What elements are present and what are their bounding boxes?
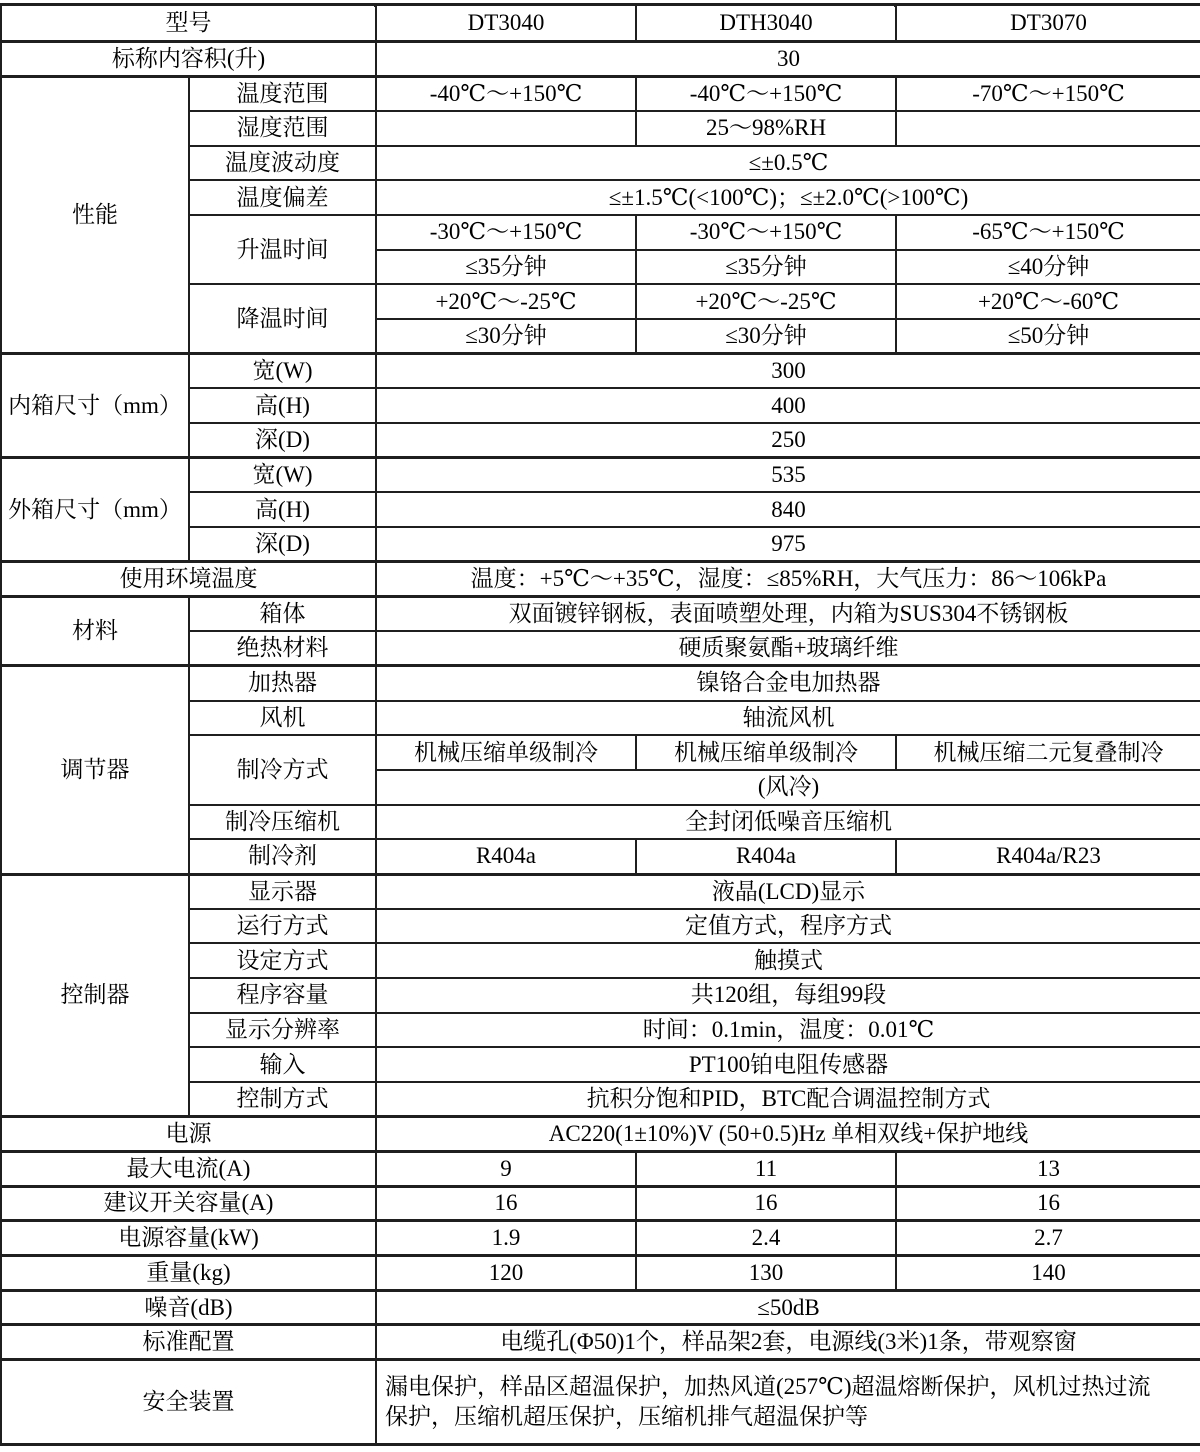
model-name-3: DT3070 <box>896 5 1200 42</box>
heatup-duration-2: ≤35分钟 <box>636 250 896 285</box>
temp-fluctuation-value: ≤±0.5℃ <box>376 146 1200 181</box>
material-body-value: 双面镀锌钢板，表面喷塑处理，内箱为SUS304不锈钢板 <box>376 597 1200 632</box>
heatup-range-1: -30℃～+150℃ <box>376 215 636 250</box>
refrigerant-1: R404a <box>376 839 636 874</box>
humidity-range-3 <box>896 111 1200 146</box>
row-power-capacity <box>1 1221 1200 1256</box>
control-mode-label: 控制方式 <box>189 1082 376 1117</box>
controller-section-label: 控制器 <box>1 874 189 1117</box>
noise-label: 噪音(dB) <box>1 1290 376 1325</box>
fan-value: 轴流风机 <box>376 701 1200 736</box>
model-row-label: 型号 <box>1 5 376 42</box>
material-insulation-value: 硬质聚氨酯+玻璃纤维 <box>376 631 1200 666</box>
model-name-1: DT3040 <box>376 5 636 42</box>
heatup-range-3: -65℃～+150℃ <box>896 215 1200 250</box>
heatup-time-label: 升温时间 <box>189 215 376 284</box>
inner-height-label: 高(H) <box>189 388 376 423</box>
cooldown-duration-3: ≤50分钟 <box>896 319 1200 354</box>
outer-depth-value: 975 <box>376 527 1200 562</box>
inner-depth-value: 250 <box>376 423 1200 458</box>
standard-config-value: 电缆孔(Φ50)1个，样品架2套，电源线(3米)1条，带观察窗 <box>376 1325 1200 1360</box>
outer-depth-label: 深(D) <box>189 527 376 562</box>
power-value: AC220(1±10%)V (50+0.5)Hz 单相双线+保护地线 <box>376 1117 1200 1152</box>
display-value: 液晶(LCD)显示 <box>376 874 1200 909</box>
temp-deviation-label: 温度偏差 <box>189 180 376 215</box>
cooling-method-3: 机械压缩二元复叠制冷 <box>896 735 1200 770</box>
inner-depth-label: 深(D) <box>189 423 376 458</box>
ambient-value: 温度：+5℃～+35℃，湿度：≤85%RH，大气压力：86～106kPa <box>376 562 1200 597</box>
spec-table <box>0 3 1200 1446</box>
safety-value: 漏电保护，样品区超温保护，加热风道(257℃)超温熔断保护，风机过热过流保护，压缩机超压保护，压缩机排气超温保护等 <box>376 1360 1200 1445</box>
weight-1: 120 <box>376 1256 636 1291</box>
cooldown-duration-1: ≤30分钟 <box>376 319 636 354</box>
power-capacity-1: 1.9 <box>376 1221 636 1256</box>
capacity-label: 标称内容积(升) <box>1 42 376 77</box>
breaker-1: 16 <box>376 1186 636 1221</box>
outer-size-section-label: 外箱尺寸（mm） <box>1 458 189 562</box>
display-label: 显示器 <box>189 874 376 909</box>
fan-label: 风机 <box>189 701 376 736</box>
material-section-label: 材料 <box>1 597 189 666</box>
temp-range-1: -40℃～+150℃ <box>376 76 636 111</box>
compressor-value: 全封闭低噪音压缩机 <box>376 805 1200 840</box>
input-value: PT100铂电阻传感器 <box>376 1047 1200 1082</box>
program-capacity-label: 程序容量 <box>189 978 376 1013</box>
regulator-section-label: 调节器 <box>1 666 189 874</box>
refrigerant-label: 制冷剂 <box>189 839 376 874</box>
row-ambient <box>1 562 1200 597</box>
display-resolution-value: 时间：0.1min，温度：0.01℃ <box>376 1013 1200 1048</box>
model-name-2: DTH3040 <box>636 5 896 42</box>
outer-width-value: 535 <box>376 458 1200 493</box>
compressor-label: 制冷压缩机 <box>189 805 376 840</box>
ambient-label: 使用环境温度 <box>1 562 376 597</box>
inner-width-value: 300 <box>376 354 1200 389</box>
humidity-range-2: 25～98%RH <box>636 111 896 146</box>
breaker-2: 16 <box>636 1186 896 1221</box>
cooldown-range-1: +20℃～-25℃ <box>376 284 636 319</box>
cooling-method-label: 制冷方式 <box>189 735 376 804</box>
weight-2: 130 <box>636 1256 896 1291</box>
run-mode-label: 运行方式 <box>189 909 376 944</box>
heater-label: 加热器 <box>189 666 376 701</box>
temp-fluctuation-label: 温度波动度 <box>189 146 376 181</box>
setting-mode-value: 触摸式 <box>376 943 1200 978</box>
noise-value: ≤50dB <box>376 1290 1200 1325</box>
weight-3: 140 <box>896 1256 1200 1291</box>
outer-width-label: 宽(W) <box>189 458 376 493</box>
power-capacity-2: 2.4 <box>636 1221 896 1256</box>
performance-section-label: 性能 <box>1 76 189 354</box>
program-capacity-value: 共120组，每组99段 <box>376 978 1200 1013</box>
temp-range-3: -70℃～+150℃ <box>896 76 1200 111</box>
row-outer-width <box>1 458 1200 493</box>
row-material-body <box>1 597 1200 632</box>
power-capacity-3: 2.7 <box>896 1221 1200 1256</box>
outer-height-label: 高(H) <box>189 492 376 527</box>
safety-label: 安全装置 <box>1 1360 376 1445</box>
max-current-label: 最大电流(A) <box>1 1152 376 1187</box>
row-standard-config <box>1 1325 1200 1360</box>
cooldown-range-2: +20℃～-25℃ <box>636 284 896 319</box>
refrigerant-2: R404a <box>636 839 896 874</box>
row-power <box>1 1117 1200 1152</box>
cooling-shared-value: (风冷) <box>376 770 1200 805</box>
refrigerant-3: R404a/R23 <box>896 839 1200 874</box>
cooldown-duration-2: ≤30分钟 <box>636 319 896 354</box>
power-capacity-label: 电源容量(kW) <box>1 1221 376 1256</box>
row-temp-range <box>1 76 1200 111</box>
heatup-duration-1: ≤35分钟 <box>376 250 636 285</box>
capacity-value: 30 <box>376 42 1200 77</box>
row-noise <box>1 1290 1200 1325</box>
max-current-1: 9 <box>376 1152 636 1187</box>
material-insulation-label: 绝热材料 <box>189 631 376 666</box>
display-resolution-label: 显示分辨率 <box>189 1013 376 1048</box>
row-heater <box>1 666 1200 701</box>
row-max-current <box>1 1152 1200 1187</box>
inner-width-label: 宽(W) <box>189 354 376 389</box>
table-top-stub-left <box>0 3 2 7</box>
material-body-label: 箱体 <box>189 597 376 632</box>
weight-label: 重量(kg) <box>1 1256 376 1291</box>
breaker-label: 建议开关容量(A) <box>1 1186 376 1221</box>
inner-size-section-label: 内箱尺寸（mm） <box>1 354 189 458</box>
outer-height-value: 840 <box>376 492 1200 527</box>
row-breaker <box>1 1186 1200 1221</box>
row-inner-width <box>1 354 1200 389</box>
temp-range-2: -40℃～+150℃ <box>636 76 896 111</box>
table-top-stub-mid <box>374 3 376 7</box>
cooling-method-1: 机械压缩单级制冷 <box>376 735 636 770</box>
max-current-3: 13 <box>896 1152 1200 1187</box>
row-capacity <box>1 42 1200 77</box>
row-safety <box>1 1360 1200 1445</box>
row-model <box>1 5 1200 42</box>
temp-deviation-value: ≤±1.5℃(<100℃)；≤±2.0℃(>100℃) <box>376 180 1200 215</box>
cooling-method-2: 机械压缩单级制冷 <box>636 735 896 770</box>
cooldown-time-label: 降温时间 <box>189 284 376 353</box>
input-label: 输入 <box>189 1047 376 1082</box>
humidity-range-1 <box>376 111 636 146</box>
temp-range-label: 温度范围 <box>189 76 376 111</box>
breaker-3: 16 <box>896 1186 1200 1221</box>
power-label: 电源 <box>1 1117 376 1152</box>
humidity-range-label: 湿度范围 <box>189 111 376 146</box>
row-weight <box>1 1256 1200 1291</box>
standard-config-label: 标准配置 <box>1 1325 376 1360</box>
heatup-duration-3: ≤40分钟 <box>896 250 1200 285</box>
control-mode-value: 抗积分饱和PID，BTC配合调温控制方式 <box>376 1082 1200 1117</box>
heater-value: 镍铬合金电加热器 <box>376 666 1200 701</box>
setting-mode-label: 设定方式 <box>189 943 376 978</box>
inner-height-value: 400 <box>376 388 1200 423</box>
max-current-2: 11 <box>636 1152 896 1187</box>
cooldown-range-3: +20℃～-60℃ <box>896 284 1200 319</box>
run-mode-value: 定值方式，程序方式 <box>376 909 1200 944</box>
row-display <box>1 874 1200 909</box>
table-top-stub-right <box>894 3 896 7</box>
heatup-range-2: -30℃～+150℃ <box>636 215 896 250</box>
